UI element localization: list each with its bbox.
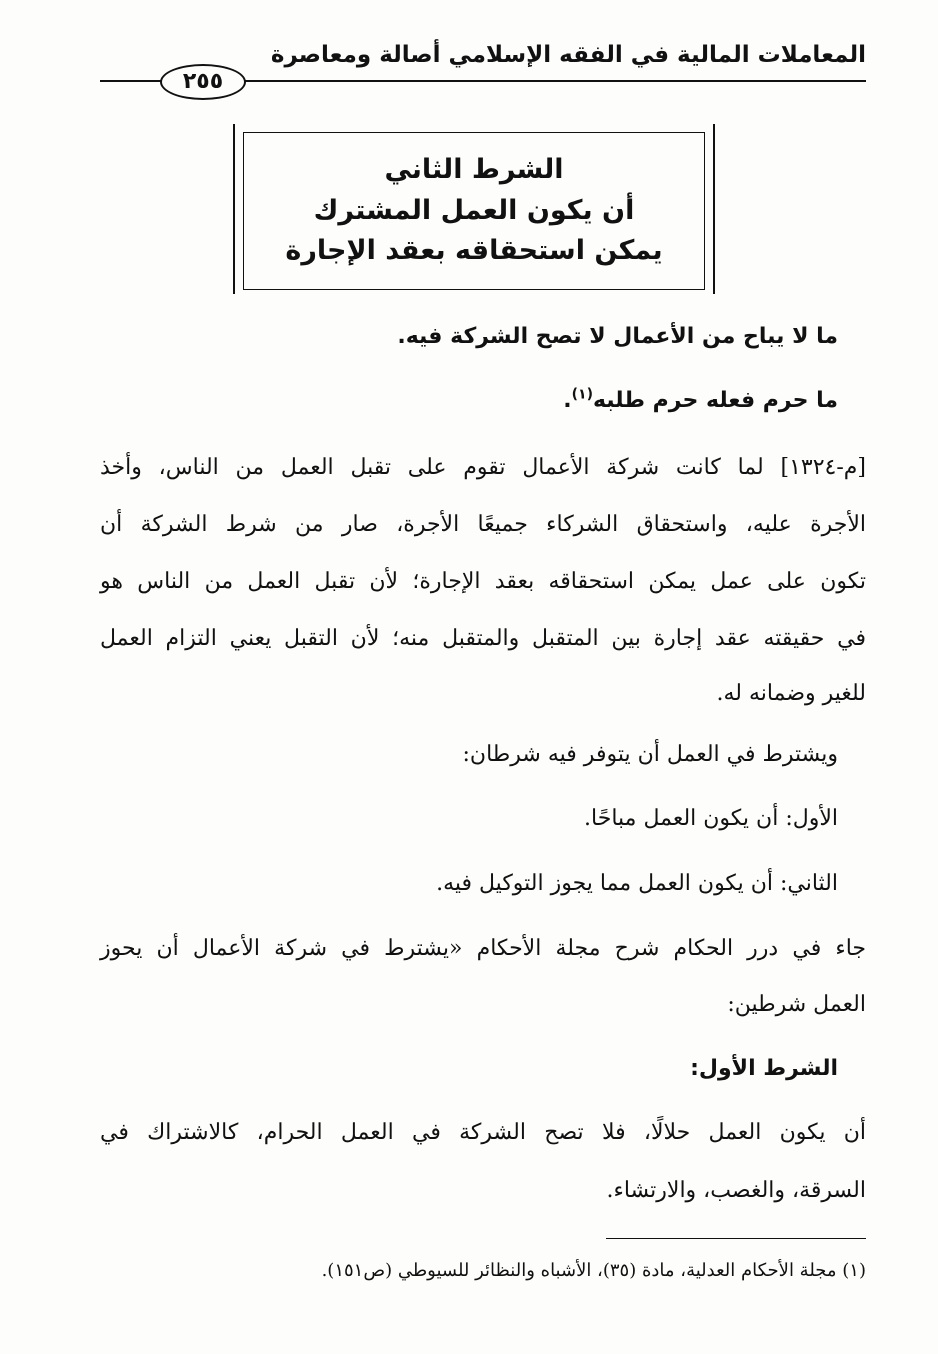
section-title-line-2: أن يكون العمل المشترك — [313, 194, 635, 226]
section-title-line-3: يمكن استحقاقه بعقد الإجارة — [285, 235, 663, 267]
legal-rule-2-end: . — [563, 388, 572, 413]
last-paragraph-line-2: السرقة، والغصب، والارتشاء. — [606, 1178, 866, 1203]
legal-rule-1: ما لا يباح من الأعمال لا تصح الشركة فيه. — [397, 324, 838, 349]
condition-2: الثاني: أن يكون العمل مما يجوز التوكيل فيه. — [436, 871, 838, 896]
section-title-line-1: الشرط الثاني — [384, 154, 564, 186]
paragraph-1-line-2: الأجرة عليه، واستحقاق الشركاء جميعًا الأجرة، صار من شرط الشركة أن — [100, 512, 866, 537]
first-condition-heading: الشرط الأول: — [690, 1056, 838, 1081]
paragraph-1-line-4: في حقيقته عقد إجارة بين المتقبل والمتقبل منه؛ لأن التقبل يعني التزام العمل — [100, 626, 866, 651]
running-title: المعاملات المالية في الفقه الإسلامي أصالة ومعاصرة — [270, 42, 866, 68]
legal-rule-2-text: ما حرم فعله حرم طلبه — [592, 388, 838, 413]
paragraph-1-line-5: للغير وضمانه له. — [716, 681, 866, 706]
footnote-1: (١) مجلة الأحكام العدلية، مادة (٣٥)، الأشباه والنظائر للسيوطي (ص١٥١). — [321, 1260, 866, 1281]
paragraph-1-line-1: [م-١٣٢٤] لما كانت شركة الأعمال تقوم على تقبل العمل من الناس، وأخذ — [100, 455, 866, 480]
section-title-frame — [233, 124, 715, 294]
paragraph-1-line-3: تكون على عمل يمكن استحقاقه بعقد الإجارة؛ لأن تقبل العمل من الناس هو — [100, 569, 866, 594]
section-title-box — [243, 132, 705, 290]
footnote-ref-1: (١) — [571, 386, 593, 403]
quote-line-2: العمل شرطين: — [727, 992, 866, 1017]
page-number: ٢٥٥ — [160, 64, 246, 100]
legal-rule-2 — [563, 386, 838, 416]
paragraph-2: ويشترط في العمل أن يتوفر فيه شرطان: — [462, 742, 838, 767]
quote-line-1: جاء في درر الحكام شرح مجلة الأحكام «يشترط في شركة الأعمال أن يحوز — [100, 936, 866, 961]
condition-1: الأول: أن يكون العمل مباحًا. — [584, 806, 838, 831]
last-paragraph-line-1: أن يكون العمل حلالًا، فلا تصح الشركة في العمل الحرام، كالاشتراك في — [100, 1120, 866, 1145]
footnote-rule — [606, 1238, 866, 1239]
